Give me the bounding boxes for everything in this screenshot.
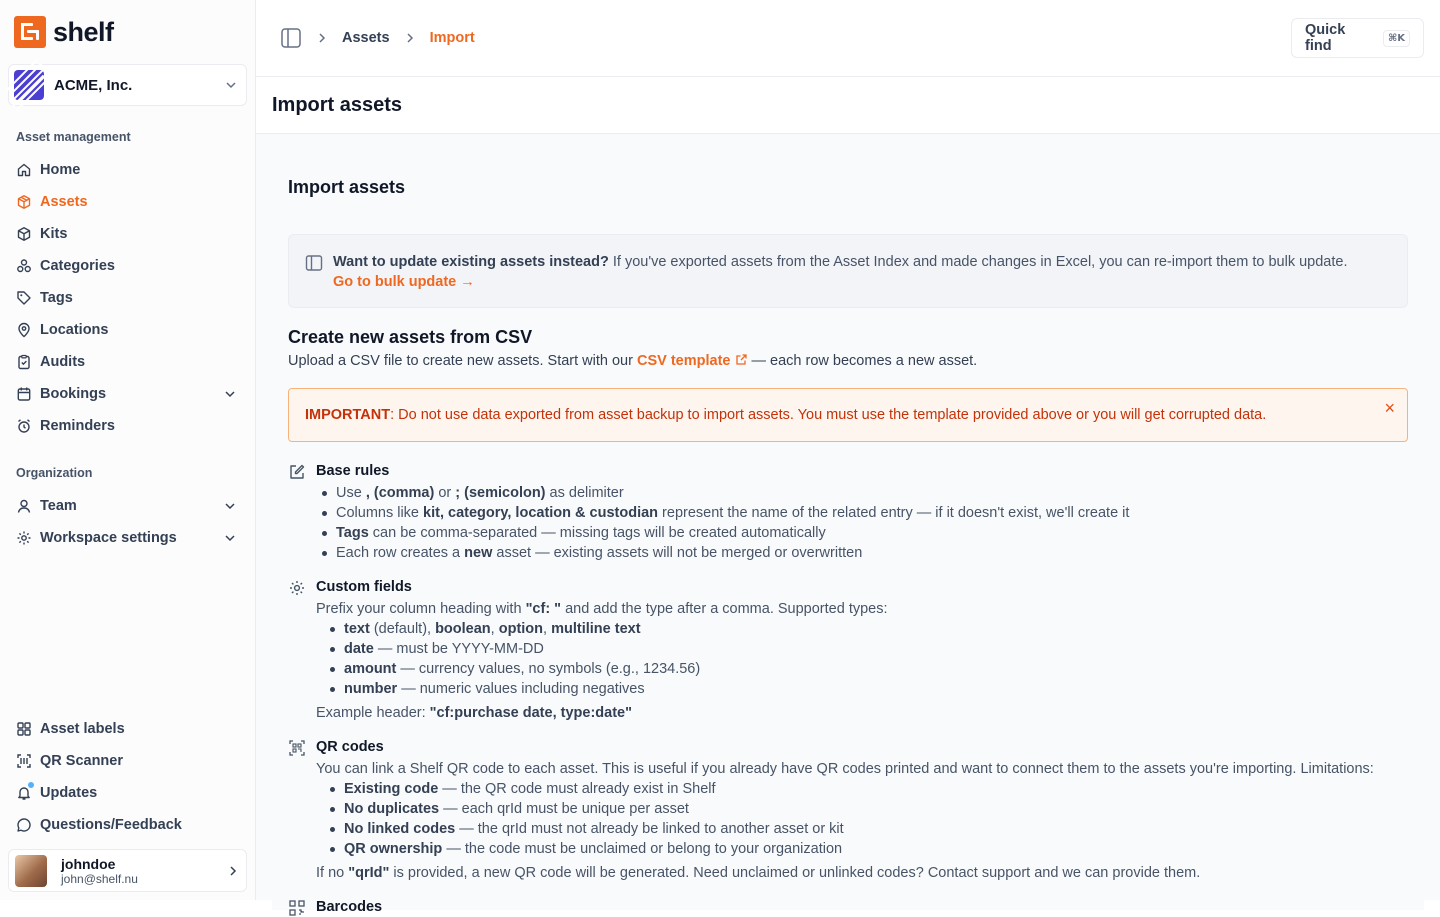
shortcut-badge: ⌘K xyxy=(1383,30,1410,47)
scan-icon xyxy=(16,753,32,769)
list-item: number — numeric values including negatives xyxy=(324,679,888,699)
sidebar xyxy=(0,0,256,900)
chevron-right-icon xyxy=(226,864,240,878)
qr-codes-footer: If no "qrId" is provided, a new QR code will be generated. Need unclaimed or unlinked codes? Contact support and we can provide them. xyxy=(316,865,1201,881)
page-title: Import assets xyxy=(272,94,403,116)
sidebar-item-label: Workspace settings xyxy=(40,530,177,546)
clipboard-check-icon xyxy=(16,354,32,370)
custom-fields-intro: Prefix your column heading with "cf: " and add the type after a comma. Supported types: xyxy=(316,601,888,617)
user-icon xyxy=(16,498,32,514)
sidebar-item-asset-labels[interactable] xyxy=(8,714,248,744)
external-link-icon xyxy=(735,353,748,366)
sidebar-item-label: QR Scanner xyxy=(40,753,123,769)
list-item: No linked codes — the qrId must not already be linked to another asset or kit xyxy=(324,819,1374,839)
qr-code-icon xyxy=(288,899,306,917)
sidebar-item-team[interactable] xyxy=(8,491,248,521)
sidebar-item-label: Kits xyxy=(40,226,68,242)
warning-text: : Do not use data exported from asset backup to import assets. You must use the template provided above or you will get corrupted data. xyxy=(390,407,1267,423)
qr-codes-title: QR codes xyxy=(316,739,384,755)
csv-subtitle-text: — each row becomes a new asset. xyxy=(747,353,978,369)
asset-management-label: Asset management xyxy=(16,130,131,144)
chevron-down-icon[interactable] xyxy=(222,498,238,514)
info-text: If you've exported assets from the Asset Index and made changes in Excel, you can re-import them to bulk update. xyxy=(608,254,1348,270)
sidebar-item-home[interactable] xyxy=(8,155,248,185)
user-email: john@shelf.nu xyxy=(61,871,138,886)
sidebar-item-label: Updates xyxy=(40,785,98,801)
sidebar-item-audits[interactable] xyxy=(8,347,248,377)
sidebar-item-label: Asset labels xyxy=(40,721,125,737)
sidebar-item-label: Home xyxy=(40,162,81,178)
user-name: johndoe xyxy=(61,855,116,872)
custom-fields-title: Custom fields xyxy=(316,579,412,595)
box-icon xyxy=(16,194,32,210)
org-name: ACME, Inc. xyxy=(54,76,133,94)
user-menu[interactable] xyxy=(8,849,247,892)
gear-icon xyxy=(288,579,306,597)
sidebar-item-workspace-settings[interactable] xyxy=(8,523,248,553)
home-icon xyxy=(16,162,32,178)
sidebar-item-categories[interactable] xyxy=(8,251,248,281)
app-logo[interactable] xyxy=(14,16,114,48)
page-header xyxy=(256,77,1440,134)
list-item: Columns like kit, category, location & custodian represent the name of the related entry — if it doesn't exist, we'll create it xyxy=(316,503,1129,523)
chevron-right-icon xyxy=(316,32,328,44)
breadcrumb-import: Import xyxy=(429,30,475,46)
sidebar-item-questions-feedback[interactable] xyxy=(8,810,248,840)
list-item: Each row creates a new asset — existing assets will not be merged or overwritten xyxy=(316,543,1129,563)
edit-icon xyxy=(288,463,306,481)
tag-icon xyxy=(16,290,32,306)
import-panel xyxy=(272,150,1424,915)
breadcrumb xyxy=(280,27,475,49)
sidebar-toggle-icon[interactable] xyxy=(280,27,302,49)
main-content xyxy=(256,134,1440,915)
sidebar-item-qr-scanner[interactable] xyxy=(8,746,248,776)
avatar xyxy=(15,855,47,887)
map-pin-icon xyxy=(16,322,32,338)
csv-subtitle xyxy=(288,353,977,369)
sidebar-item-label: Reminders xyxy=(40,418,115,434)
custom-fields-example: Example header: "cf:purchase date, type:date" xyxy=(316,705,632,721)
list-item: Existing code — the QR code must already exist in Shelf xyxy=(324,779,1374,799)
alarm-clock-icon xyxy=(16,418,32,434)
sidebar-item-label: Locations xyxy=(40,322,109,338)
sidebar-item-label: Tags xyxy=(40,290,73,306)
sidebar-item-assets[interactable] xyxy=(8,187,248,217)
list-item: Tags can be comma-separated — missing tags will be created automatically xyxy=(316,523,1129,543)
csv-template-link[interactable] xyxy=(637,353,748,369)
qr-codes-intro: You can link a Shelf QR code to each asset. This is useful if you already have QR codes printed and want to connect them to the assets you're importing. Limitations: xyxy=(316,761,1374,777)
sidebar-item-label: Bookings xyxy=(40,386,107,402)
chevron-down-icon[interactable] xyxy=(222,530,238,546)
base-rules-title: Base rules xyxy=(316,463,390,479)
shelf-logo-icon xyxy=(14,16,46,48)
sidebar-item-updates[interactable] xyxy=(8,778,248,808)
app-name: shelf xyxy=(53,16,114,47)
sidebar-item-kits[interactable] xyxy=(8,219,248,249)
top-bar xyxy=(256,0,1440,77)
sidebar-item-label: Team xyxy=(40,498,77,514)
chevron-down-icon xyxy=(224,78,238,92)
sidebar-item-bookings[interactable] xyxy=(8,379,248,409)
info-bold: Want to update existing assets instead? xyxy=(333,254,609,270)
sidebar-item-label: Assets xyxy=(40,194,88,210)
package-icon xyxy=(16,226,32,242)
sidebar-item-tags[interactable] xyxy=(8,283,248,313)
bulk-update-link[interactable]: Go to bulk update → xyxy=(333,274,475,290)
unread-dot xyxy=(28,782,34,788)
chevron-right-icon xyxy=(404,32,416,44)
sidebar-item-label: Categories xyxy=(40,258,115,274)
message-icon xyxy=(16,817,32,833)
sidebar-panel-icon xyxy=(305,254,323,272)
important-warning xyxy=(288,388,1408,442)
gear-icon xyxy=(16,530,32,546)
calendar-icon xyxy=(16,386,32,402)
sidebar-item-label: Questions/Feedback xyxy=(40,817,182,833)
org-logo xyxy=(14,70,44,100)
bulk-update-info xyxy=(288,234,1408,308)
warning-label: IMPORTANT xyxy=(305,407,391,423)
csv-heading: Create new assets from CSV xyxy=(288,327,533,347)
sidebar-item-locations[interactable] xyxy=(8,315,248,345)
csv-template-label: CSV template xyxy=(636,353,731,369)
csv-subtitle-text: Upload a CSV file to create new assets. Start with our xyxy=(288,353,637,369)
breadcrumb-assets[interactable]: Assets xyxy=(342,30,390,46)
organization-label: Organization xyxy=(16,466,93,480)
close-icon[interactable]: × xyxy=(1384,398,1395,418)
list-item: QR ownership — the code must be unclaimed or belong to your organization xyxy=(324,839,1374,859)
quick-find-label: Quick find xyxy=(1305,22,1346,54)
barcodes-title: Barcodes xyxy=(316,899,383,915)
qr-scan-icon xyxy=(288,739,306,757)
list-item: Use , (comma) or ; (semicolon) as delimiter xyxy=(316,483,1129,503)
sidebar-item-label: Audits xyxy=(40,354,86,370)
import-heading: Import assets xyxy=(288,177,406,197)
sidebar-item-reminders[interactable] xyxy=(8,411,248,441)
list-item: date — must be YYYY-MM-DD xyxy=(324,639,888,659)
list-item: No duplicates — each qrId must be unique per asset xyxy=(324,799,1374,819)
labels-icon xyxy=(16,721,32,737)
shapes-icon xyxy=(16,258,32,274)
list-item: text (default), boolean, option, multiline text xyxy=(324,619,888,639)
quick-find-button[interactable] xyxy=(1291,18,1424,58)
list-item: amount — currency values, no symbols (e.g., 1234.56) xyxy=(324,659,888,679)
chevron-down-icon[interactable] xyxy=(222,386,238,402)
organization-select[interactable] xyxy=(8,64,247,106)
